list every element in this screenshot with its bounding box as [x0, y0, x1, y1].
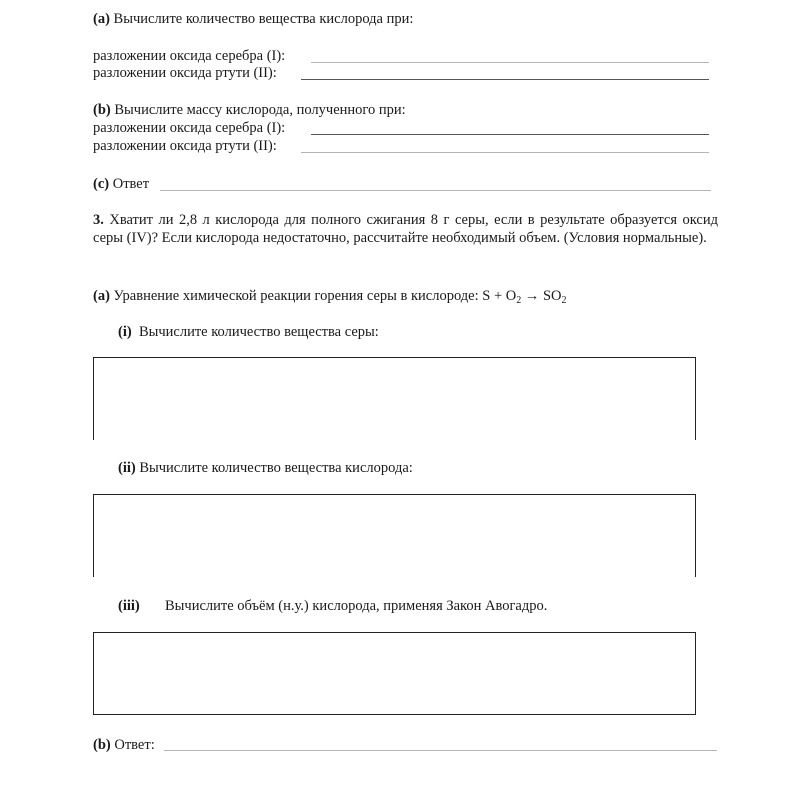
step-i-text: Вычислите количество вещества серы: — [138, 324, 379, 340]
step-iii-label: (iii) — [118, 598, 140, 614]
step-i-answer-box[interactable] — [93, 357, 696, 440]
part-a-line2-blank[interactable] — [301, 79, 709, 80]
step-i-label: (i) — [118, 324, 132, 340]
part-a-line2-label: разложении оксида ртути (II): — [93, 65, 277, 81]
part-c-heading — [93, 176, 149, 193]
o2-subscript: 2 — [516, 295, 522, 306]
problem-3-part-b-label: (b) — [93, 737, 111, 753]
step-iii-answer-box[interactable] — [93, 632, 696, 715]
problem-3-part-a-label: (a) — [93, 288, 110, 304]
part-a-heading — [93, 11, 413, 28]
step-i-heading — [118, 324, 379, 341]
reaction-equation-text: Уравнение химической реакции горения серы в кислороде: S + O — [113, 288, 517, 304]
problem-3-part-b — [93, 737, 155, 754]
so2-subscript: 2 — [561, 295, 567, 306]
part-a-line1-blank[interactable] — [311, 62, 709, 63]
part-b-line2-label: разложении оксида ртути (II): — [93, 138, 277, 154]
step-ii-text: Вычислите количество вещества кислорода: — [139, 460, 413, 476]
part-c-label: (c) — [93, 176, 110, 192]
step-ii-label: (ii) — [118, 460, 136, 476]
problem-3-statement — [93, 211, 718, 247]
part-b-line2-blank[interactable] — [301, 152, 709, 153]
reaction-arrow-product: → SO — [521, 288, 562, 304]
problem-3-text: Хватит ли 2,8 л кислорода для полного сжигания 8 г серы, если в результате образуется оксид серы (IV)? Если кислорода недостаточно, рассчитайте необходимый объем. (Условия нормальные). — [93, 212, 718, 246]
part-b-label: (b) — [93, 102, 111, 118]
problem-3-part-b-text: Ответ: — [114, 737, 155, 753]
step-ii-answer-box[interactable] — [93, 494, 696, 577]
part-b-heading — [93, 102, 406, 119]
step-iii-text: Вычислите объём (н.у.) кислорода, применяя Закон Авогадро. — [165, 598, 548, 614]
problem-3-answer-blank[interactable] — [164, 750, 717, 751]
part-a-line1-label: разложении оксида серебра (I): — [93, 48, 286, 64]
part-a-title: Вычислите количество вещества кислорода при: — [113, 11, 414, 27]
problem-3-part-a — [93, 288, 567, 305]
part-c-answer-blank[interactable] — [160, 190, 711, 191]
step-ii-heading — [118, 460, 413, 477]
problem-3-number: 3. — [93, 212, 104, 228]
part-b-line1-label: разложении оксида серебра (I): — [93, 120, 286, 136]
part-c-text: Ответ — [112, 176, 150, 192]
part-b-line1-blank[interactable] — [311, 134, 709, 135]
step-iii-heading — [118, 598, 140, 615]
part-a-label: (a) — [93, 11, 110, 27]
part-b-title: Вычислите массу кислорода, полученного при: — [114, 102, 406, 118]
